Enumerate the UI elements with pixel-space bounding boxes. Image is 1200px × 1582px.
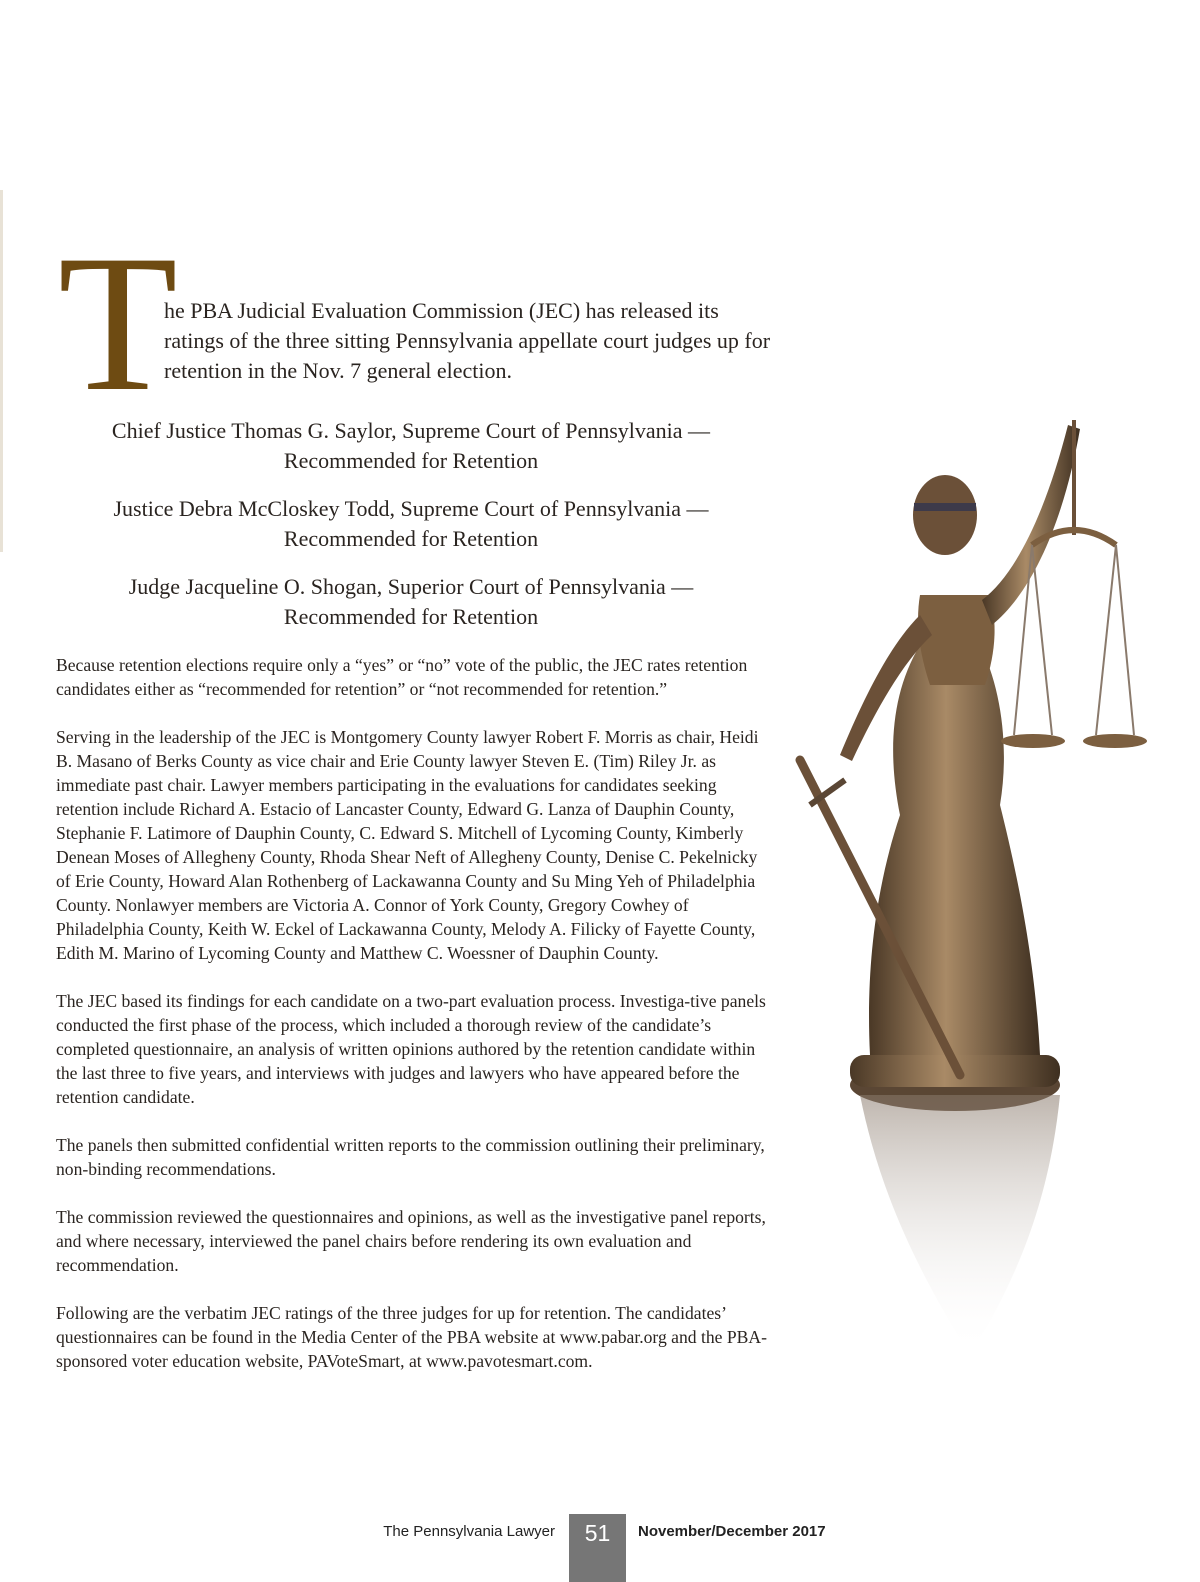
statue-torso: [918, 595, 995, 685]
scale-pan-left: [1001, 734, 1065, 748]
blindfold: [914, 503, 976, 511]
lady-justice-statue-image: [770, 395, 1170, 1395]
page-footer: [0, 1514, 1200, 1582]
publication-name: The Pennsylvania Lawyer: [383, 1523, 555, 1540]
body-paragraph: The JEC based its findings for each candidate on a two-part evaluation process. Investiga-tive panels conducted the first phase of the process, which included a thorough review of the candidate’s completed questionnaire, an analysis of written opinions authored by the retention candidate within the last three to five years, and interviews with judges and lawyers who have appeared before the retention candidate.: [56, 991, 766, 1107]
body-paragraph: Serving in the leadership of the JEC is Montgomery County lawyer Robert F. Morris as chair, Heidi B. Masano of Berks County as vice chair and Erie County lawyer Steven E. (Tim) Riley Jr. as immediate past chair. Lawyer members participating in the evaluations for candidates seeking retention include Richard A. Estacio of Lancaster County, Edward G. Lanza of Dauphin County, Stephanie F. Latimore of Dauphin County, C. Edward S. Mitchell of Lycoming County, Kimberly Denean Moses of Allegheny County, Rhoda Shear Neft of Allegheny County, Denise C. Pekelnicky of Erie County, Howard Alan Rothenberg of Lackawanna County and Su Ming Yeh of Philadelphia County. Nonlawyer members are Victoria A. Connor of York County, Gregory Cowhey of Philadelphia County, Keith W. Eckel of Lackawanna County, Melody A. Filicky of Fayette County, Edith M. Marino of Lycoming County and Matthew C. Woessner of Dauphin County.: [56, 727, 759, 963]
rating-saylor: [56, 416, 766, 476]
scale-chain: [1032, 545, 1052, 735]
drop-cap: T: [58, 215, 178, 432]
edge-rule: [0, 190, 3, 552]
rating-name: Judge Jacqueline O. Shogan, Superior Court of Pennsylvania —: [128, 574, 694, 599]
rating-result: Recommended for Retention: [283, 604, 539, 629]
body-paragraph: Following are the verbatim JEC ratings of the three judges for up for retention. The candidates’ questionnaires can be found in the Media Center of the PBA website at www.pabar.org and the PBA-sponsored voter education website, PAVoteSmart, at www.pavotesmart.com.: [56, 1303, 767, 1371]
rating-shogan: [56, 572, 766, 632]
lede-paragraph: he PBA Judicial Evaluation Commission (JEC) has released its ratings of the three sitting Pennsylvania appellate court judges up for retention in the Nov. 7 general election.: [164, 298, 771, 383]
issue-date: November/December 2017: [638, 1523, 826, 1540]
scale-pan-right: [1083, 734, 1147, 748]
rating-name: Chief Justice Thomas G. Saylor, Supreme Court of Pennsylvania —: [111, 418, 711, 443]
rating-result: Recommended for Retention: [283, 526, 539, 551]
body-paragraph: The commission reviewed the questionnaires and opinions, as well as the investigative panel reports, and where necessary, interviewed the panel chairs before rendering its own evaluation and recommendation.: [56, 1207, 766, 1275]
statue-raised-arm: [982, 425, 1080, 625]
body-paragraph: The panels then submitted confidential written reports to the commission outlining their preliminary, non-binding recommendations.: [56, 1135, 765, 1179]
rating-name: Justice Debra McCloskey Todd, Supreme Court of Pennsylvania —: [113, 496, 709, 521]
article-body: [56, 653, 776, 1397]
statue-head: [913, 475, 977, 555]
scale-chain: [1116, 545, 1134, 735]
body-paragraph: Because retention elections require only a “yes” or “no” vote of the public, the JEC rates retention candidates either as “recommended for retention” or “not recommended for retention.”: [56, 655, 748, 699]
scale-chain: [1096, 545, 1116, 735]
page-number: 51: [569, 1514, 626, 1582]
statue-reflection: [860, 1095, 1060, 1355]
statue-robe: [869, 645, 1040, 1055]
rating-result: Recommended for Retention: [283, 448, 539, 473]
rating-todd: [56, 494, 766, 554]
